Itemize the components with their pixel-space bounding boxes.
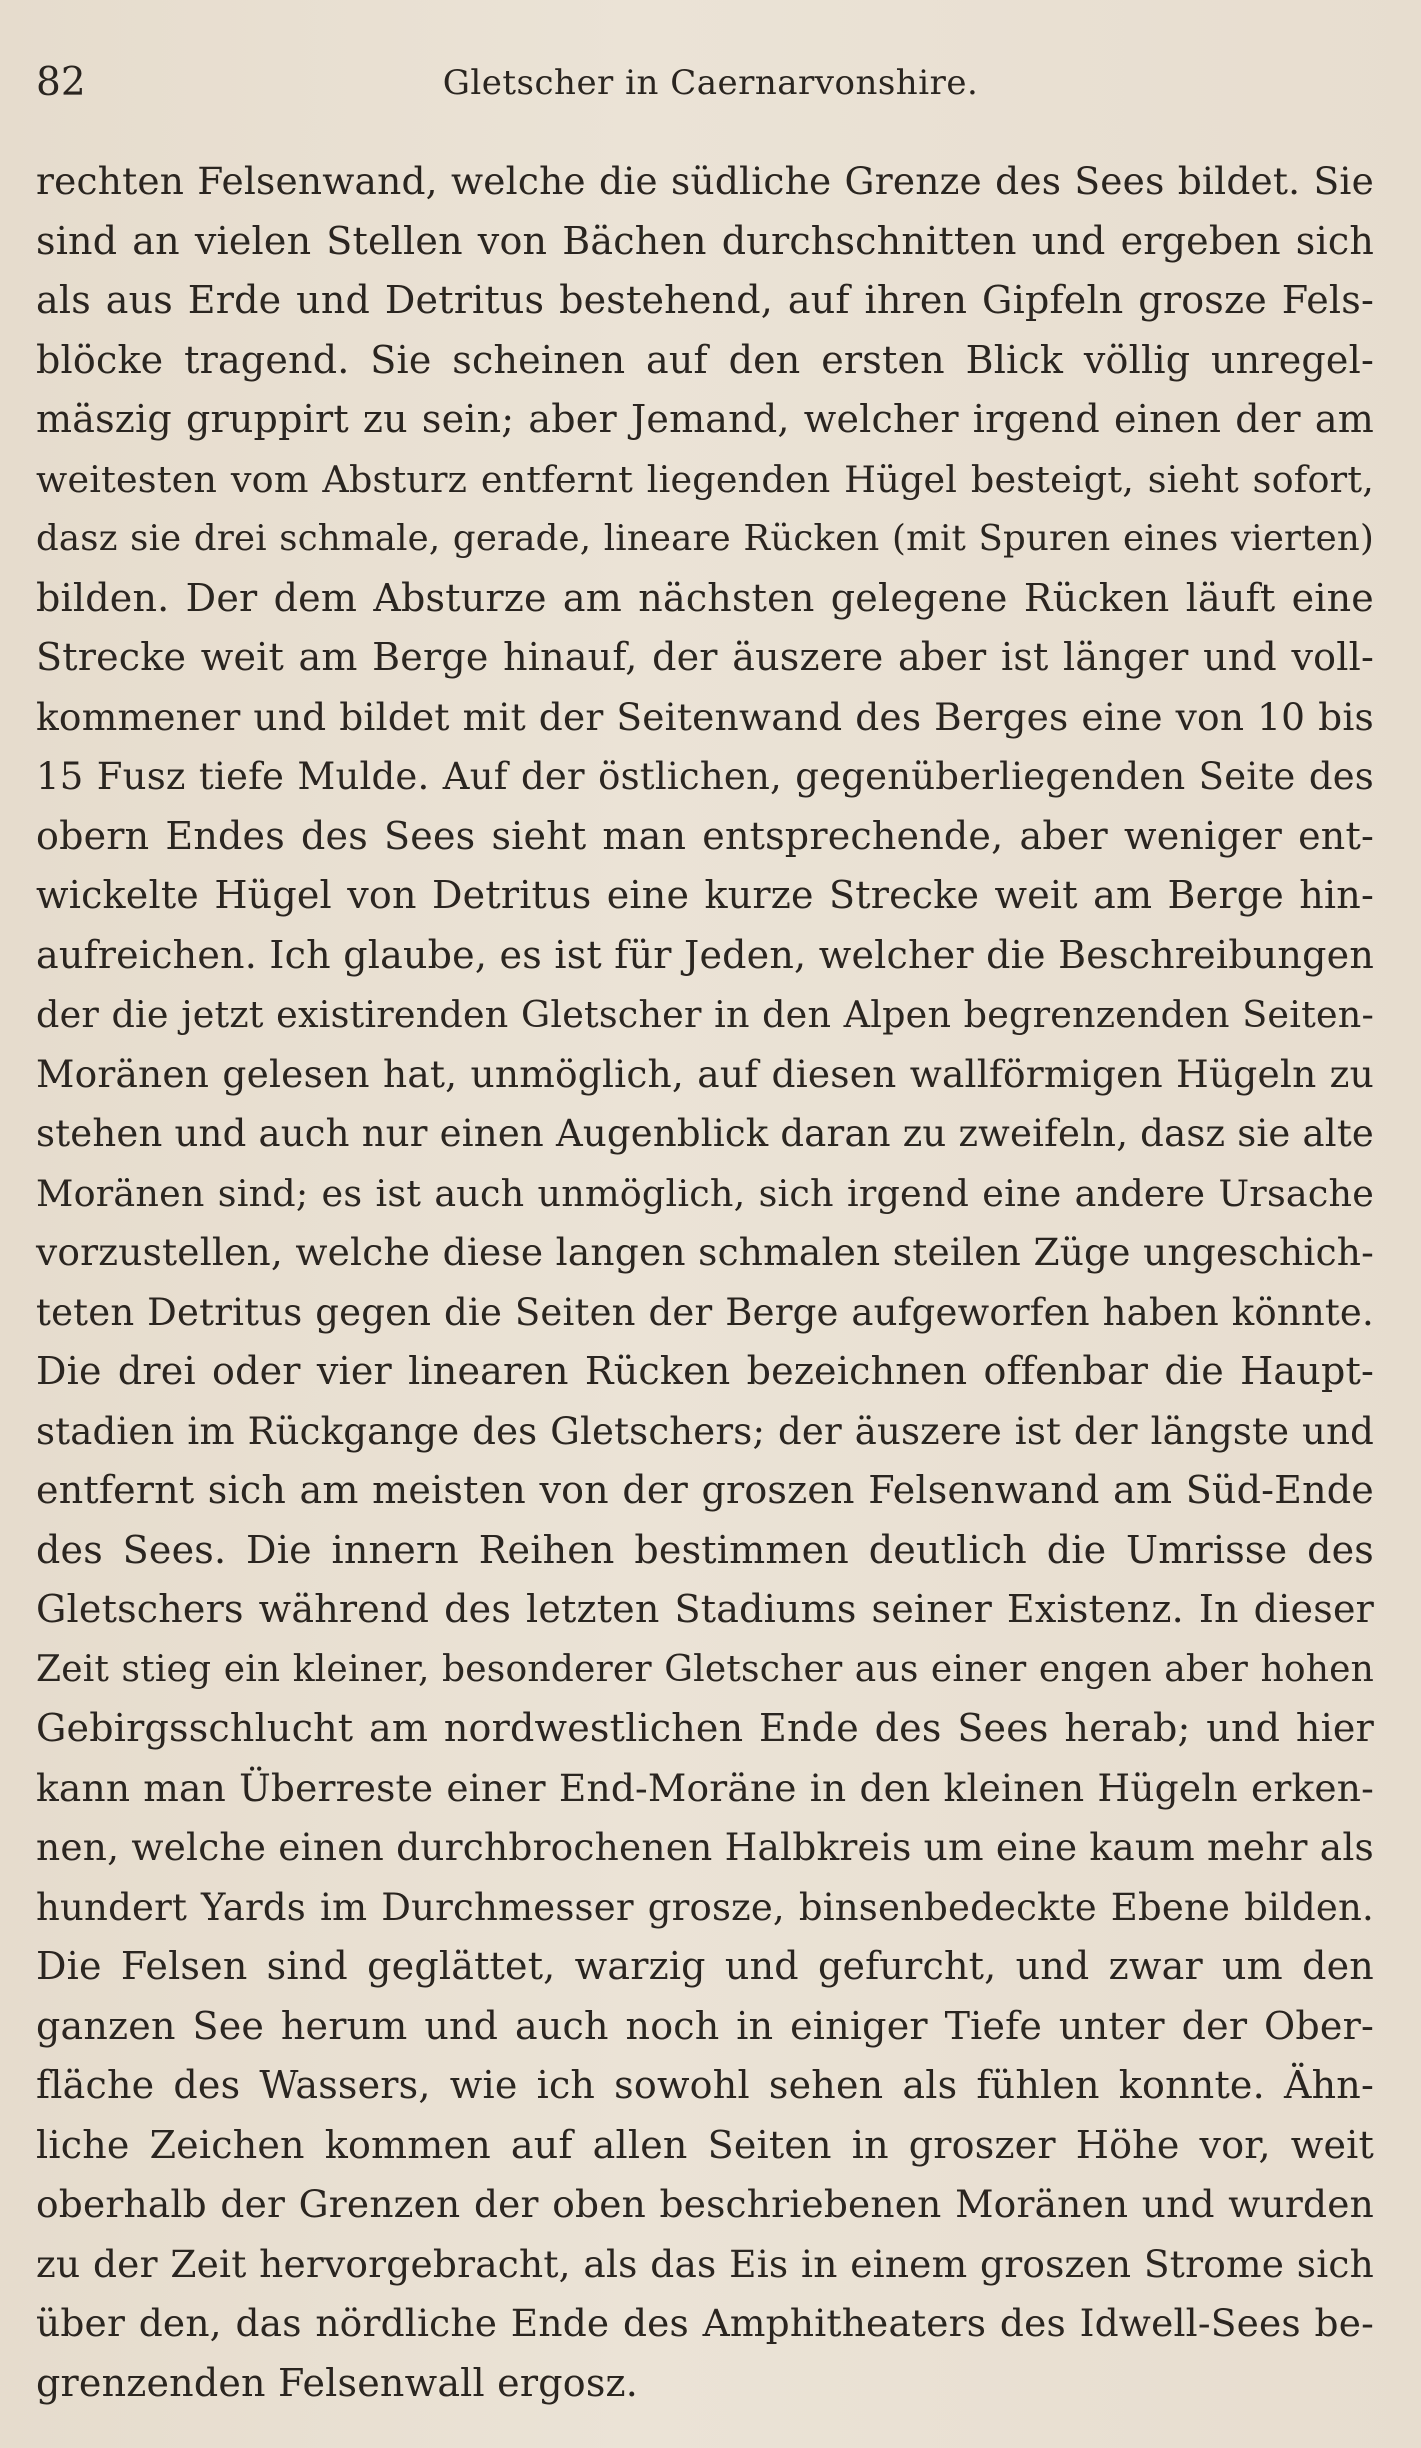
text-line: nen, welche einen durchbrochenen Halbkreis um eine kaum mehr als [36,1825,1374,1869]
text-line: aufreichen. Ich glaube, es ist für Jeden, welcher die Beschreibungen [36,932,1374,977]
text-line: dasz sie drei schmale, gerade, lineare Rücken (mit Spuren eines vierten) [36,518,1374,559]
text-line: rechten Felsenwand, welche die südliche Grenze des Sees bildet. Sie [36,159,1374,203]
text-line: weitesten vom Absturz entfernt liegenden Hügel besteigt, sieht sofort, [36,457,1374,501]
text-line: oberhalb der Grenzen der oben beschriebenen Moränen und wurden [36,2182,1374,2226]
text-line: grenzenden Felsenwall ergosz. [36,2360,639,2405]
text-line: stehen und auch nur einen Augenblick daran zu zweifeln, dasz sie alte [36,1112,1374,1155]
text-line: Strecke weit am Berge hinauf, der äuszere aber ist länger und voll- [36,635,1374,679]
text-line: kommener und bildet mit der Seitenwand des Berges eine von 10 bis [36,694,1374,739]
text-line: vorzustellen, welche diese langen schmalen steilen Züge ungeschich- [36,1230,1374,1274]
text-line: über den, das nördliche Ende des Amphitheaters des Idwell-Sees be- [36,2301,1374,2345]
text-line: hundert Yards im Durchmesser grosze, binsenbedeckte Ebene bilden. [36,1885,1374,1929]
text-line: Die drei oder vier linearen Rücken bezeichnen offenbar die Haupt- [36,1349,1374,1393]
text-line: der die jetzt existirenden Gletscher in den Alpen begrenzenden Seiten- [36,993,1374,1036]
page-header [36,58,1385,108]
text-line: Die Felsen sind geglättet, warzig und gefurcht, und zwar um den [36,1944,1374,1988]
text-line: Gletschers während des letzten Stadiums seiner Existenz. In dieser [36,1587,1374,1631]
text-line: zu der Zeit hervorgebracht, als das Eis in einem groszen Strome sich [36,2241,1374,2286]
text-line: mäszig gruppirt zu sein; aber Jemand, welcher irgend einen der am [36,397,1374,441]
text-line: des Sees. Die innern Reihen bestimmen deutlich die Umrisse des [36,1527,1374,1572]
body-paragraph [36,152,1374,2413]
running-title: Gletscher in Caernarvonshire. [442,63,979,103]
text-line: stadien im Rückgange des Gletschers; der äuszere ist der längste und [36,1409,1374,1453]
text-line: liche Zeichen kommen auf allen Seiten in groszer Höhe vor, weit [36,2122,1374,2167]
text-line: fläche des Wassers, wie ich sowohl sehen als fühlen konnte. Ähn- [36,2063,1374,2107]
text-line: Moränen sind; es ist auch unmöglich, sich irgend eine andere Ursache [36,1171,1374,1215]
text-line: kann man Überreste einer End-Moräne in den kleinen Hügeln erken- [36,1765,1374,1810]
text-line: blöcke tragend. Sie scheinen auf den ersten Blick völlig unregel- [36,337,1374,382]
text-line: als aus Erde und Detritus bestehend, auf ihren Gipfeln grosze Fels- [36,278,1374,322]
text-line: ganzen See herum und auch noch in einiger Tiefe unter der Ober- [36,2003,1374,2048]
text-line: bilden. Der dem Absturze am nächsten gelegene Rücken läuft eine [36,575,1374,620]
text-line: Moränen gelesen hat, unmöglich, auf diesen wallförmigen Hügeln zu [36,1051,1374,1096]
text-line: sind an vielen Stellen von Bächen durchschnitten und ergeben sich [36,218,1374,263]
text-line: teten Detritus gegen die Seiten der Berge aufgeworfen haben könnte. [36,1290,1374,1334]
text-line: entfernt sich am meisten von der groszen Felsenwand am Süd-Ende [36,1468,1374,1512]
text-line: Gebirgsschlucht am nordwestlichen Ende des Sees herab; und hier [36,1706,1374,1750]
text-line: obern Endes des Sees sieht man entsprechende, aber weniger ent- [36,813,1374,858]
text-line: Zeit stieg ein kleiner, besonderer Gletscher aus einer engen aber hohen [36,1648,1374,1690]
text-line: wickelte Hügel von Detritus eine kurze Strecke weit am Berge hin- [36,873,1374,917]
page-number: 82 [36,60,86,105]
text-line: 15 Fusz tiefe Mulde. Auf der östlichen, gegenüberliegenden Seite des [36,755,1374,798]
